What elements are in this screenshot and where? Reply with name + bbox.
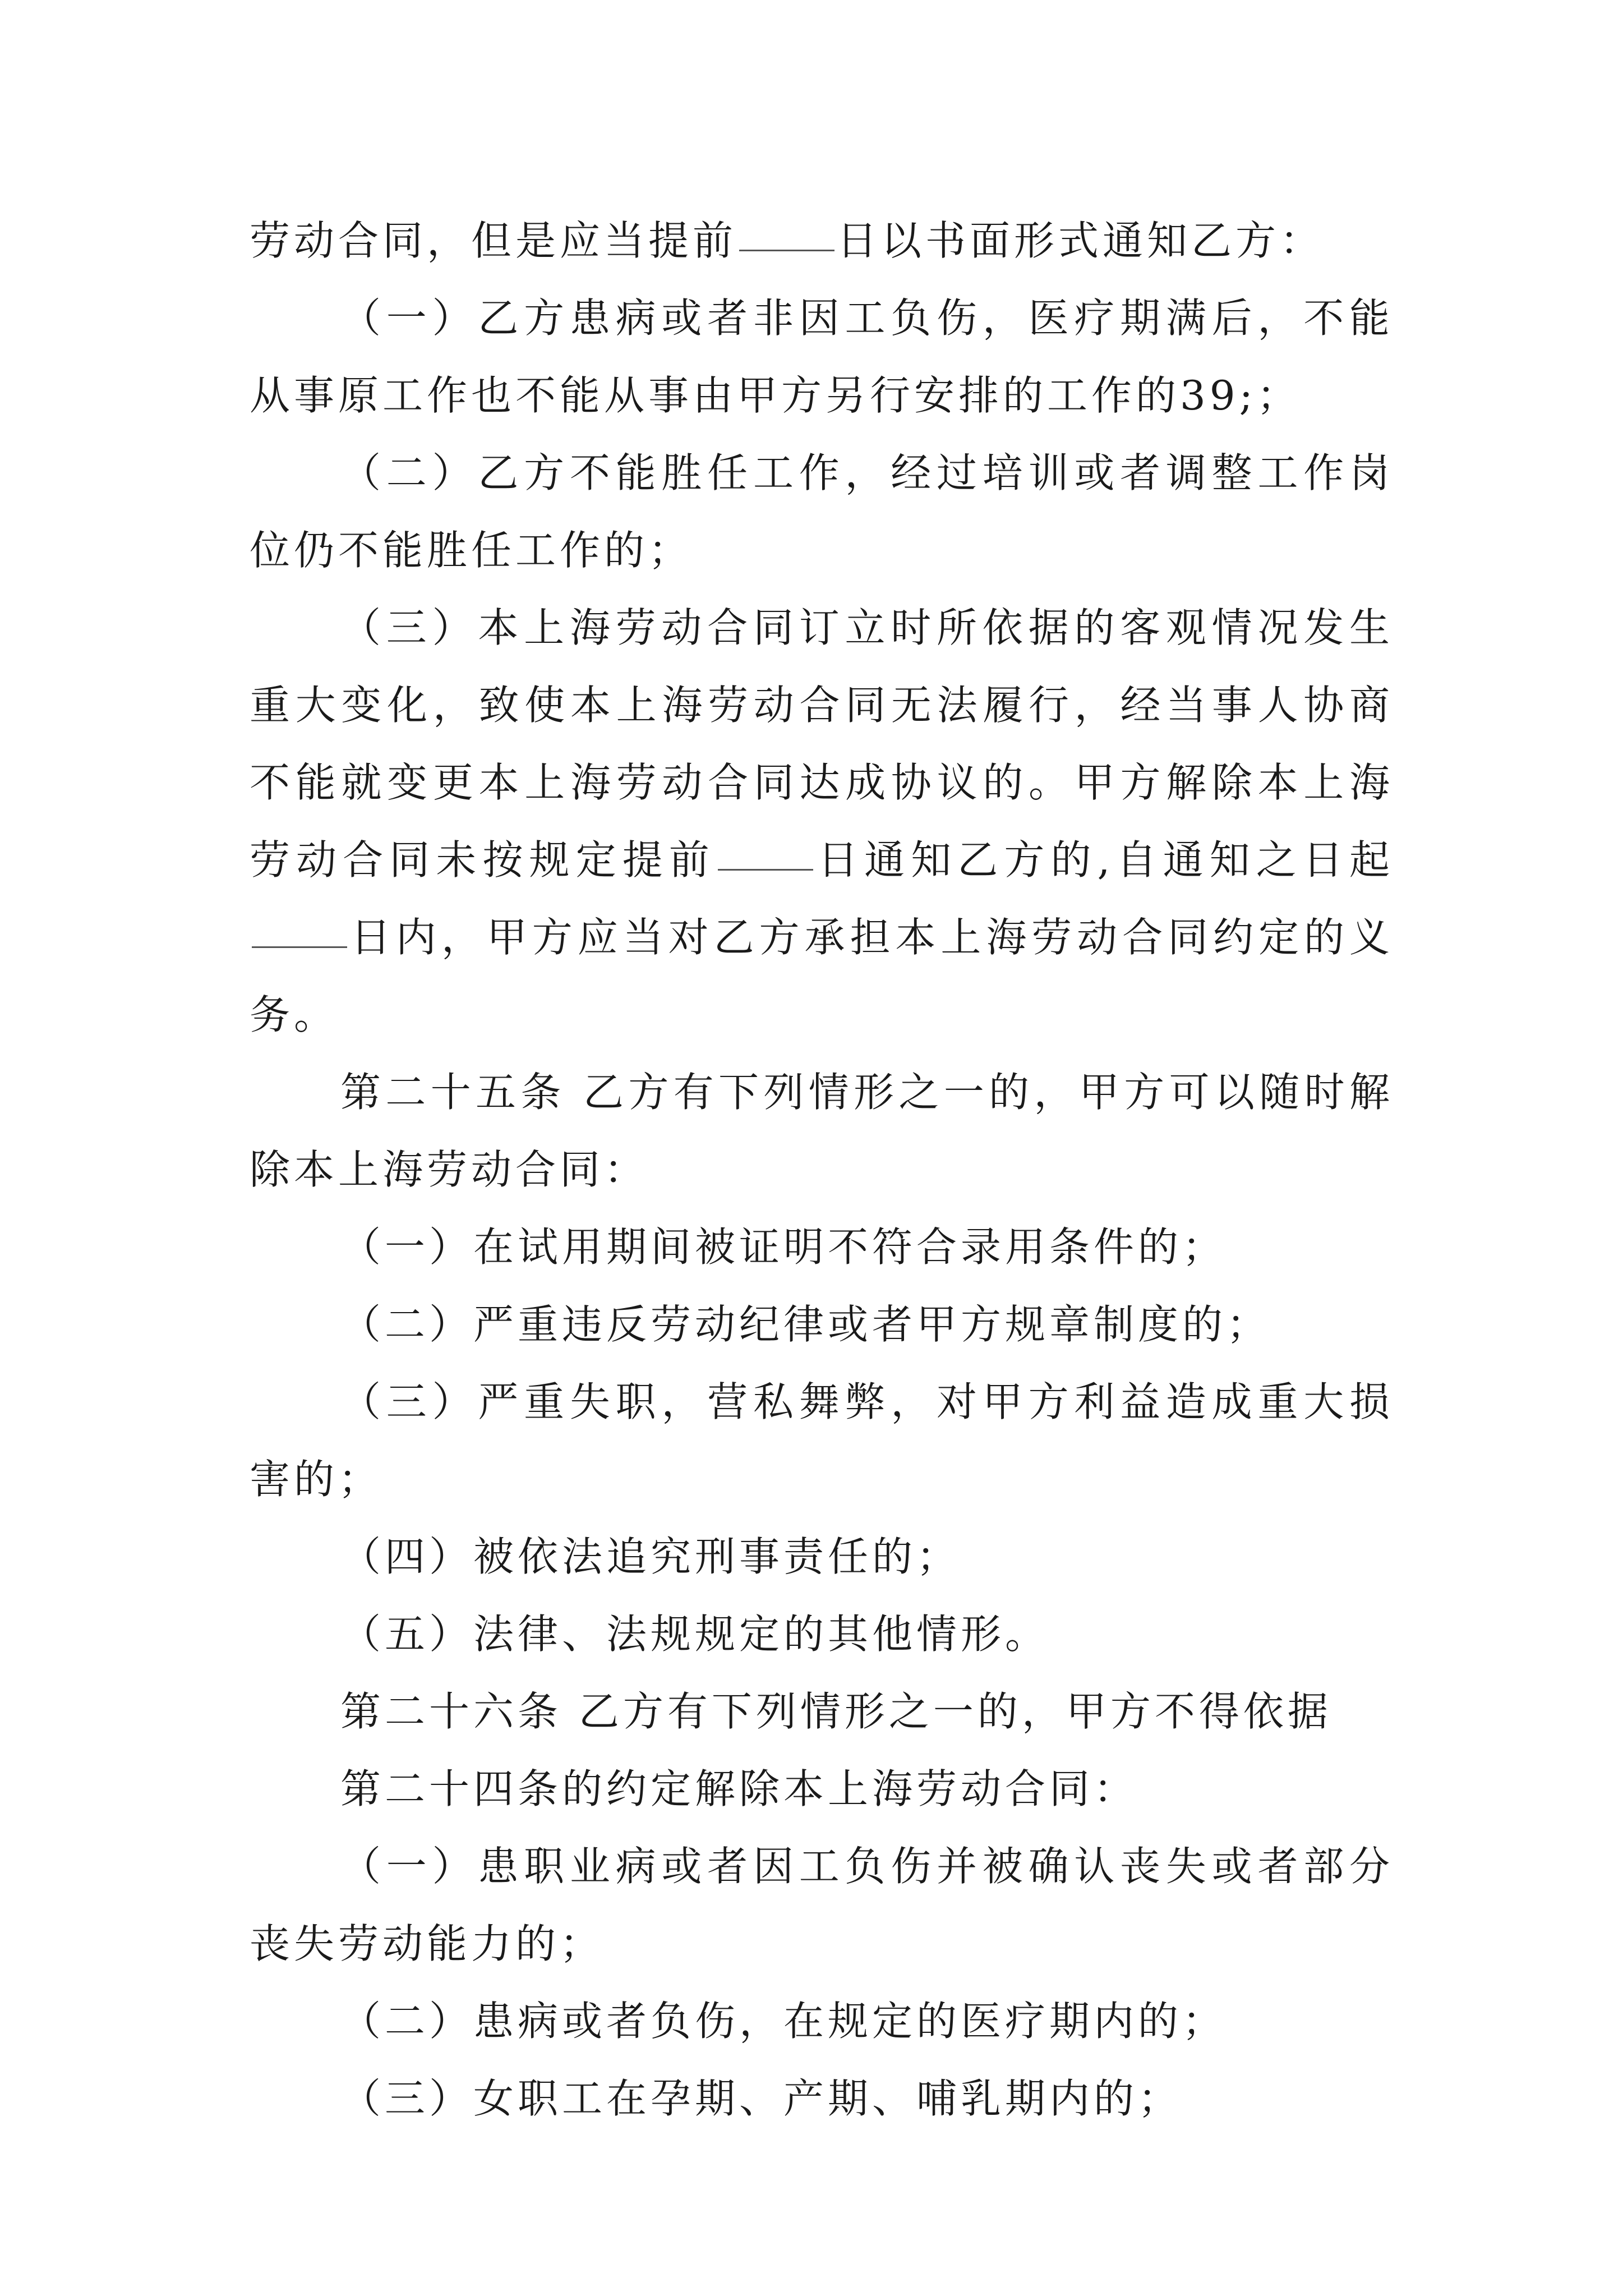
paragraph-p6 bbox=[250, 1208, 1394, 1286]
paragraph-p10 bbox=[250, 1595, 1394, 1673]
document-body bbox=[250, 202, 1394, 2137]
paragraph-text: （三）本上海劳动合同订立时所依据的客观情况发生重大变化，致使本上海劳动合同无法履行，经当事人协商不能就变更本上海劳动合同达成协议的。甲方解除本上海劳动合同未按规定提前 bbox=[250, 604, 1394, 884]
paragraph-text: 第二十六条 乙方有下列情形之一的，甲方不得依据 bbox=[340, 1688, 1332, 1735]
paragraph-text: （二）严重违反劳动纪律或者甲方规章制度的； bbox=[340, 1301, 1271, 1348]
paragraph-text: 第二十四条的约定解除本上海劳动合同： bbox=[340, 1765, 1138, 1812]
paragraph-p13 bbox=[250, 1828, 1394, 1982]
paragraph-text: 第二十五条 乙方有下列情形之一的，甲方可以随时解除本上海劳动合同： bbox=[250, 1069, 1394, 1193]
paragraph-p3 bbox=[250, 434, 1394, 589]
paragraph-text: 日通知乙方的,自通知之日起 bbox=[815, 836, 1394, 884]
paragraph-text: （四）被依法追究刑事责任的； bbox=[340, 1533, 961, 1580]
paragraph-p12 bbox=[250, 1750, 1394, 1828]
paragraph-text: 日以书面形式通知乙方： bbox=[837, 217, 1325, 264]
paragraph-text: （五）法律、法规规定的其他情形。 bbox=[340, 1611, 1050, 1658]
paragraph-text: （三）严重失职，营私舞弊，对甲方利益造成重大损害的； bbox=[250, 1378, 1394, 1503]
paragraph-p4 bbox=[250, 589, 1394, 1053]
fill-in-blank bbox=[739, 249, 834, 251]
paragraph-p8 bbox=[250, 1363, 1394, 1518]
paragraph-p7 bbox=[250, 1286, 1394, 1363]
paragraph-text: （一）乙方患病或者非因工负伤，医疗期满后，不能从事原工作也不能从事由甲方另行安排的工作的39;； bbox=[250, 295, 1394, 419]
paragraph-text: （二）患病或者负伤，在规定的医疗期内的； bbox=[340, 1998, 1227, 2045]
paragraph-text: 劳动合同，但是应当提前 bbox=[250, 217, 737, 264]
fill-in-blank bbox=[718, 868, 813, 871]
paragraph-text: （三）女职工在孕期、产期、哺乳期内的； bbox=[340, 2075, 1183, 2122]
paragraph-text: （二）乙方不能胜任工作，经过培训或者调整工作岗位仍不能胜任工作的； bbox=[250, 449, 1394, 574]
fill-in-blank bbox=[252, 946, 347, 948]
paragraph-p2 bbox=[250, 279, 1394, 434]
paragraph-p1 bbox=[250, 202, 1394, 279]
paragraph-text: （一）患职业病或者因工负伤并被确认丧失或者部分丧失劳动能力的； bbox=[250, 1843, 1394, 1967]
paragraph-p5 bbox=[250, 1053, 1394, 1208]
paragraph-p14 bbox=[250, 1982, 1394, 2060]
paragraph-p11 bbox=[250, 1673, 1394, 1750]
paragraph-text: （一）在试用期间被证明不符合录用条件的； bbox=[340, 1223, 1227, 1271]
paragraph-p15 bbox=[250, 2060, 1394, 2137]
paragraph-text: 日内，甲方应当对乙方承担本上海劳动合同约定的义务。 bbox=[250, 914, 1394, 1038]
paragraph-p9 bbox=[250, 1518, 1394, 1595]
